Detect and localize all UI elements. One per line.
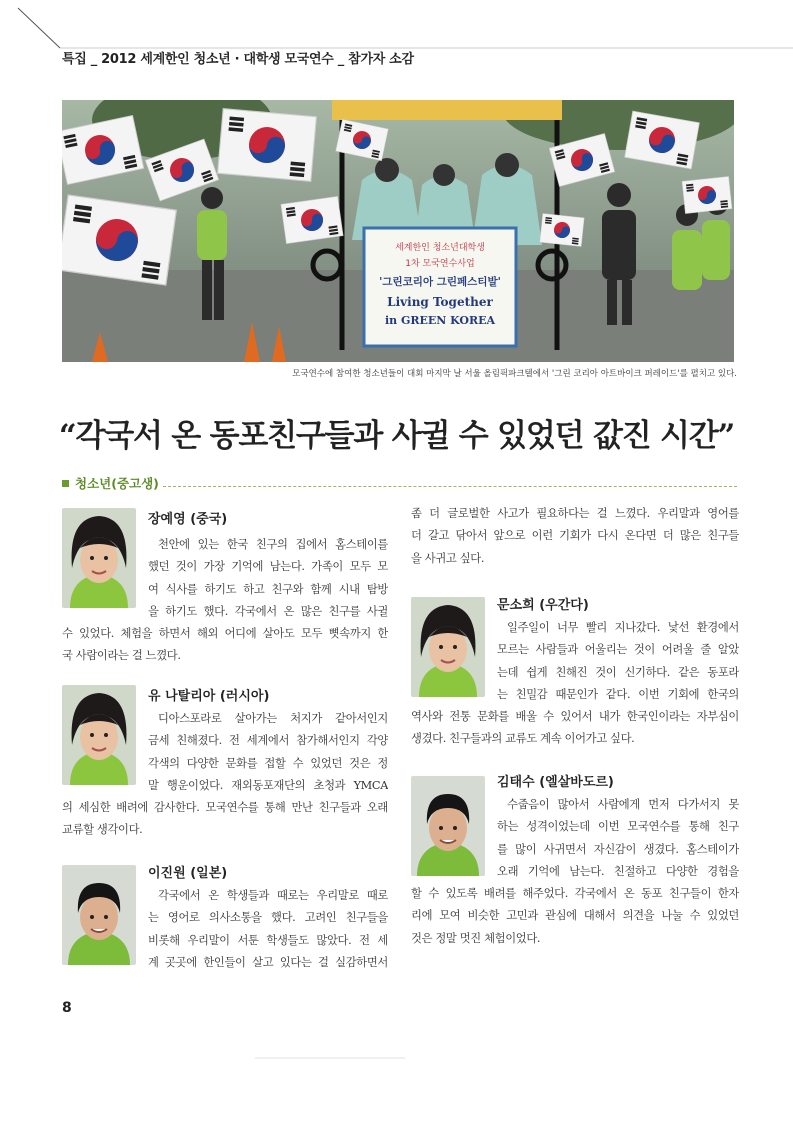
banner-line-2: 1차 모국연수사업: [405, 259, 475, 269]
section-marker-icon: [62, 480, 69, 487]
text-line: 을 사귀고 싶다.: [411, 551, 485, 565]
text-line: 천안에 있는 한국 친구의 집에서 홈스테이를: [158, 538, 388, 551]
text-line: 디아스포라로 살아가는 처지가 같아서인지: [158, 712, 388, 725]
text-line: 금세 친해졌다. 전 세계에서 참가해서인지 각양: [148, 734, 388, 748]
text-line: 하는 성격이었는데 이번 모국연수를 통해 친구: [497, 820, 739, 834]
participant-text: [62, 708, 388, 842]
text-line: 할 수 있도록 배려를 해주었다. 각국에서 온 동포 친구들이 한자: [411, 887, 739, 901]
text-line: 을 하기도 했다. 각국에서 온 많은 친구를 사귈: [148, 604, 388, 618]
banner-line-1: 세계한인 청소년대학생: [395, 243, 485, 253]
text-line: 생겼다. 친구들과의 교류도 계속 이어가고 싶다.: [411, 732, 635, 746]
page-header: 특집 _ 2012 세계한인 청소년 · 대학생 모국연수 _ 참가자 소감: [62, 52, 414, 67]
section-label: 청소년(중고생): [75, 476, 159, 491]
footer-divider: [255, 1057, 405, 1059]
participant-text: [62, 885, 388, 974]
banner-line-4: Living Together: [387, 295, 493, 309]
text-line: 를 많이 사귀면서 자신감이 생겼다. 홈스테이가: [497, 842, 739, 856]
text-line: 여 식사를 하기도 하고 친구와 함께 시내 탐방: [148, 582, 388, 596]
text-line: 더 갈고 닦아서 앞으로 이런 기회가 다시 온다면 더 많은 친구들: [411, 529, 739, 543]
text-line: 말 행운이었다. 재외동포재단의 초청과 YMCA: [148, 778, 388, 792]
article-title: “각국서 온 동포친구들과 사귈 수 있었던 값진 시간”: [58, 418, 735, 454]
text-line: 국 사람이라는 걸 느꼈다.: [62, 649, 181, 663]
photo-caption: 모국연수에 참여한 청소년들이 대회 마지막 날 서울 올림픽파크텔에서 '그린 코리아 아트바이크 퍼레이드'를 펼치고 있다.: [292, 369, 737, 379]
participant-text: [62, 534, 388, 668]
parade-photo: [62, 100, 734, 362]
text-line: 좀 더 글로벌한 사고가 필요하다는 걸 느꼈다. 우리말과 영어를: [411, 507, 739, 520]
text-line: 했던 것이 가장 기억에 남는다. 가족이 모두 모: [148, 560, 388, 574]
participant-name: 김태수 (엘살바도르): [497, 775, 614, 790]
participant-name: 장예영 (중국): [148, 512, 228, 527]
text-line: 는 친밀감 때문인가 같다. 이번 기회에 한국의: [497, 687, 739, 701]
text-line: 의 세심한 배려에 감사한다. 모국연수를 통해 만난 친구들과 오래: [62, 801, 388, 815]
text-line: 는데 쉽게 친해진 것이 신기하다. 같은 동포라: [497, 665, 739, 679]
text-line: 일주일이 너무 빨리 지나갔다. 낯선 환경에서: [507, 621, 739, 634]
text-line: 역사와 전통 문화를 배울 수 있어서 내가 한국인이라는 자부심이: [411, 710, 739, 724]
section-header: [62, 474, 737, 492]
participant-text: [411, 617, 739, 751]
page-number: 8: [62, 1000, 72, 1016]
text-line: 비롯해 우리말이 서툰 학생들도 많았다. 전 세: [148, 933, 388, 947]
participant-text-continued: [411, 503, 739, 570]
banner-line-3: '그린코리아 그린페스티발': [379, 276, 501, 288]
text-line: 수줍음이 많아서 사람에게 먼저 다가서지 못: [507, 798, 739, 811]
text-line: 것은 정말 멋진 체험이었다.: [411, 931, 541, 945]
text-line: 각국에서 온 학생들과 때로는 우리말로 때로: [158, 889, 388, 902]
text-line: 는 영어로 의사소통을 했다. 고려인 친구들을: [148, 911, 388, 925]
text-line: 모르는 사람들과 어울리는 것이 어려울 줄 알았: [497, 643, 739, 657]
text-line: 리에 모여 비슷한 고민과 관심에 대해서 의견을 나눌 수 있었던: [411, 909, 739, 923]
banner-line-5: in GREEN KOREA: [384, 314, 496, 327]
participant-name: 이진원 (일본): [148, 866, 228, 881]
text-line: 계 곳곳에 한인들이 살고 있다는 걸 실감하면서: [148, 955, 388, 969]
text-line: 오래 기억에 남는다. 친절하고 다양한 경험을: [497, 864, 739, 878]
text-line: 교류할 생각이다.: [62, 823, 143, 837]
participant-text: [411, 794, 739, 950]
participant-name: 문소희 (우간다): [497, 598, 589, 613]
section-divider: [163, 486, 737, 487]
text-line: 각색의 다양한 문화를 접할 수 있었던 것은 정: [148, 756, 388, 770]
text-line: 수 있었다. 체험을 하면서 해외 어디에 살아도 모두 뼛속까지 한: [62, 627, 388, 641]
participant-name: 유 나탈리아 (러시아): [148, 689, 270, 704]
